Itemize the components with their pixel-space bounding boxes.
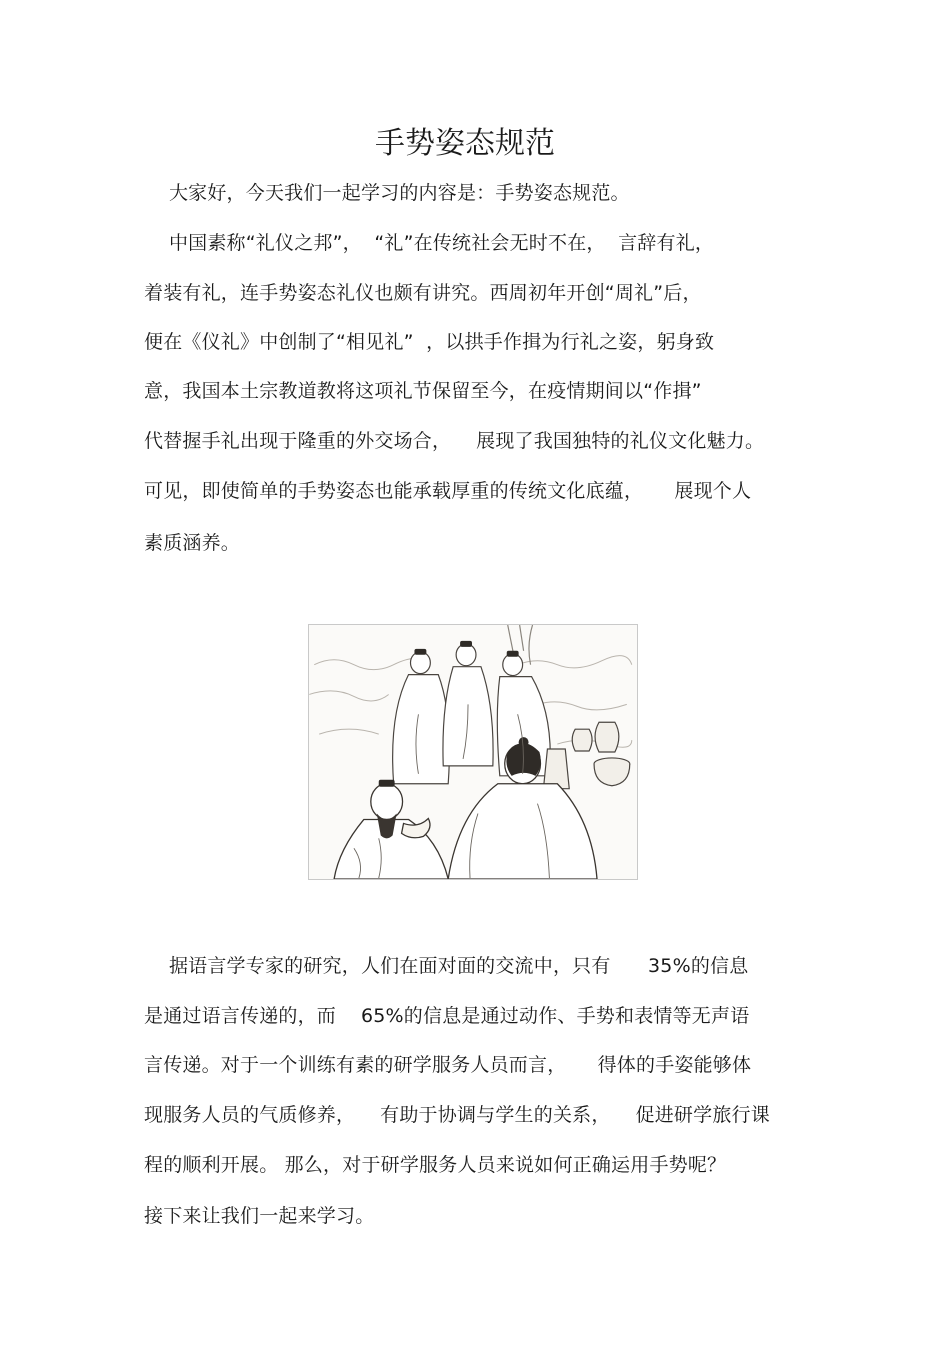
ancient-figures-bowing-illustration-icon	[308, 624, 638, 880]
paragraph-line: 程的顺利开展。 那么，对于研学服务人员来说如何正确运用手势呢？	[144, 1154, 727, 1176]
paragraph-line: 大家好，今天我们一起学习的内容是：手势姿态规范。	[144, 182, 630, 204]
paragraph-line: 现服务人员的气质修养， 有助于协调与学生的关系， 促进研学旅行课	[144, 1104, 770, 1126]
paragraph-line: 中国素称“礼仪之邦”， “礼”在传统社会无时不在， 言辞有礼，	[144, 232, 715, 254]
paragraph-line: 可见，即使简单的手势姿态也能承载厚重的传统文化底蕴， 展现个人	[144, 480, 752, 502]
paragraph-line: 接下来让我们一起来学习。	[144, 1205, 375, 1227]
paragraph-line: 素质涵养。	[144, 532, 241, 554]
paragraph-line: 据语言学专家的研究，人们在面对面的交流中，只有 35%的信息	[144, 955, 749, 977]
paragraph-line: 言传递。对于一个训练有素的研学服务人员而言， 得体的手姿能够体	[144, 1054, 752, 1076]
paragraph-line: 是通过语言传递的，而 65%的信息是通过动作、手势和表情等无声语	[144, 1005, 750, 1027]
paragraph-line: 意，我国本土宗教道教将这项礼节保留至今，在疫情期间以“作揖”	[144, 380, 702, 402]
page-title: 手势姿态规范	[375, 126, 555, 161]
paragraph-line: 便在《仪礼》中创制了“相见礼” ，以拱手作揖为行礼之姿，躬身致	[144, 331, 715, 353]
paragraph-line: 代替握手礼出现于隆重的外交场合， 展现了我国独特的礼仪文化魅力。	[144, 430, 765, 452]
paragraph-line: 着装有礼，连手势姿态礼仪也颇有讲究。西周初年开创“周礼”后，	[144, 282, 702, 304]
